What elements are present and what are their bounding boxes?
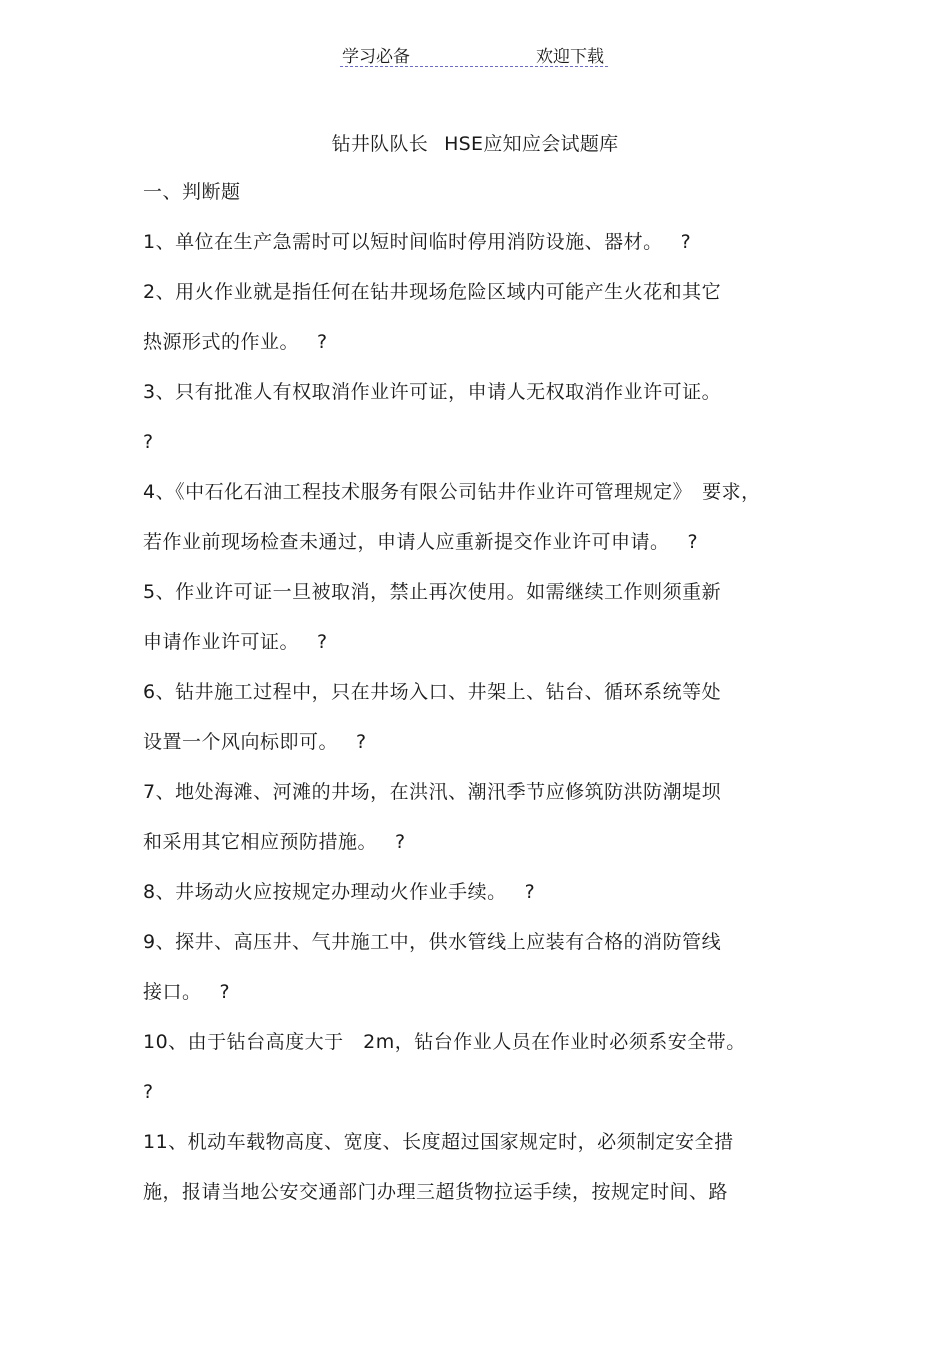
text-line bbox=[143, 1080, 823, 1130]
text-line bbox=[143, 1030, 823, 1080]
line-text: 6、钻井施工过程中，只在井场入口、井架上、钻台、循环系统等处 bbox=[143, 681, 722, 703]
line-text: 热源形式的作业。 bbox=[143, 331, 300, 353]
line-text: 若作业前现场检查未通过，申请人应重新提交作业许可申请。 bbox=[143, 531, 670, 553]
title-part2: HSE应知应会试题库 bbox=[444, 133, 619, 155]
text-line bbox=[143, 730, 823, 780]
text-line bbox=[143, 530, 823, 580]
text-line bbox=[143, 1130, 823, 1180]
line-text: 施，报请当地公安交通部门办理三超货物拉运手续，按规定时间、路 bbox=[143, 1181, 729, 1203]
text-line bbox=[143, 1180, 823, 1230]
page-header bbox=[340, 40, 608, 67]
header-right-text: 欢迎下载 bbox=[536, 47, 604, 67]
answer-mark: ? bbox=[143, 1081, 154, 1103]
line-text: 接口。 bbox=[143, 981, 202, 1003]
text-line bbox=[143, 630, 823, 680]
answer-mark: ? bbox=[395, 831, 406, 853]
text-line bbox=[143, 380, 823, 430]
text-line bbox=[143, 180, 823, 230]
text-line bbox=[143, 880, 823, 930]
title-part1: 钻井队队长 bbox=[331, 133, 429, 155]
question-list bbox=[143, 180, 823, 1230]
line-text: 2、用火作业就是指任何在钻井现场危险区域内可能产生火花和其它 bbox=[143, 281, 722, 303]
line-text: 11、机动车载物高度、宽度、长度超过国家规定时，必须制定安全措 bbox=[143, 1131, 734, 1153]
text-line bbox=[143, 980, 823, 1030]
answer-mark: ? bbox=[317, 331, 328, 353]
line-text: 4、《中石化石油工程技术服务有限公司钻井作业许可管理规定》 要求， bbox=[143, 481, 761, 503]
text-line bbox=[143, 930, 823, 980]
text-line bbox=[143, 480, 823, 530]
text-line bbox=[143, 230, 823, 280]
answer-mark: ? bbox=[143, 431, 154, 453]
answer-mark: ? bbox=[219, 981, 231, 1003]
answer-mark: ? bbox=[524, 881, 536, 903]
line-text: 一、判断题 bbox=[143, 181, 241, 203]
line-text: 申请作业许可证。 bbox=[143, 631, 300, 653]
text-line bbox=[143, 280, 823, 330]
text-line bbox=[143, 580, 823, 630]
text-line bbox=[143, 830, 823, 880]
answer-mark: ? bbox=[317, 631, 328, 653]
text-line bbox=[143, 680, 823, 730]
text-line bbox=[143, 430, 823, 480]
line-text: 设置一个风向标即可。 bbox=[143, 731, 339, 753]
line-text: 5、作业许可证一旦被取消，禁止再次使用。如需继续工作则须重新 bbox=[143, 581, 722, 603]
answer-mark: ? bbox=[680, 231, 692, 253]
line-text: 7、地处海滩、河滩的井场，在洪汛、潮汛季节应修筑防洪防潮堤坝 bbox=[143, 781, 722, 803]
line-text: 1、单位在生产急需时可以短时间临时停用消防设施、器材。 bbox=[143, 231, 663, 253]
document-title bbox=[0, 129, 950, 156]
text-line bbox=[143, 780, 823, 830]
answer-mark: ? bbox=[687, 531, 699, 553]
line-text: 9、探井、高压井、气井施工中，供水管线上应装有合格的消防管线 bbox=[143, 931, 722, 953]
text-line bbox=[143, 330, 823, 380]
line-text: 8、井场动火应按规定办理动火作业手续。 bbox=[143, 881, 507, 903]
header-left-text: 学习必备 bbox=[342, 47, 410, 67]
line-text: 和采用其它相应预防措施。 bbox=[143, 831, 378, 853]
line-text: 10、由于钻台高度大于 2m，钻台作业人员在作业时必须系安全带。 bbox=[143, 1031, 746, 1053]
answer-mark: ? bbox=[356, 731, 367, 753]
line-text: 3、只有批准人有权取消作业许可证，申请人无权取消作业许可证。 bbox=[143, 381, 722, 403]
